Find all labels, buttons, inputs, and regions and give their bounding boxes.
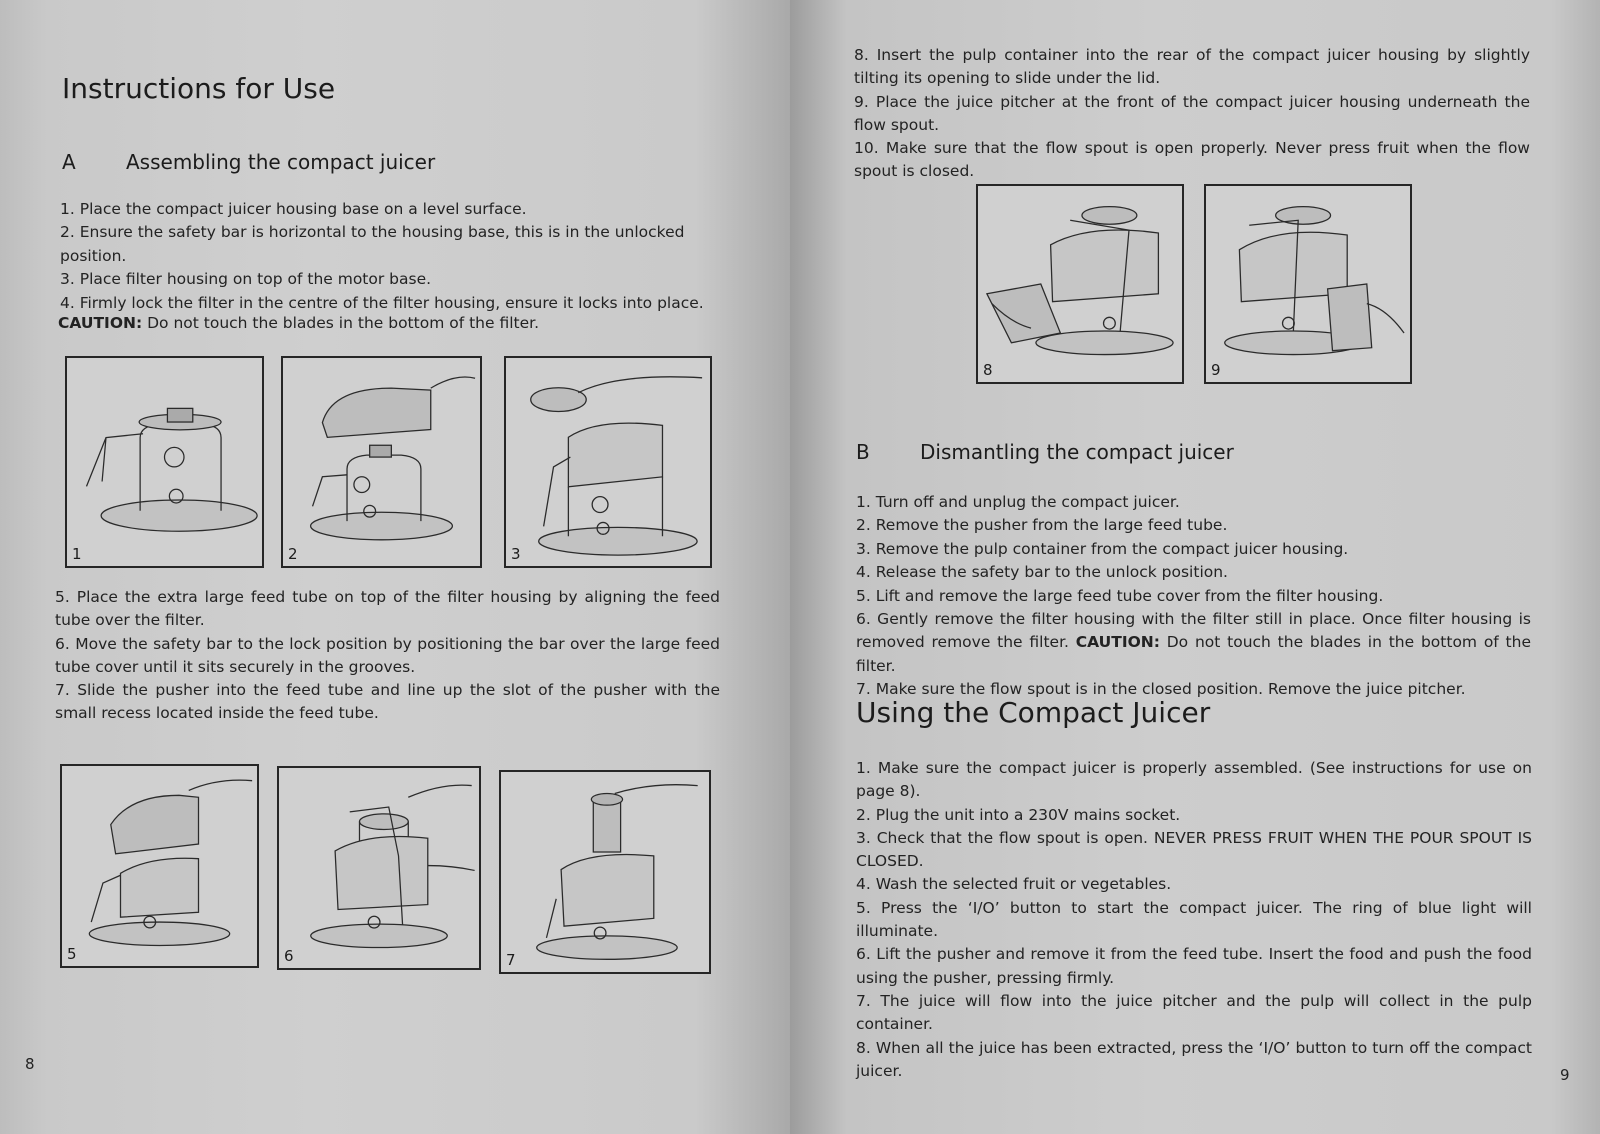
pusher-illustration bbox=[501, 772, 709, 972]
list-item: 2. Remove the pusher from the large feed tube. bbox=[856, 516, 1228, 535]
list-item: 9. Place the juice pitcher at the front of the compact juicer housing underneath the flow spout. bbox=[854, 92, 1530, 134]
figure-number: 8 bbox=[983, 361, 993, 379]
dismantle-steps-1-5 bbox=[856, 491, 1531, 608]
filter-insert-illustration bbox=[506, 358, 710, 566]
list-item: 5. Press the ‘I/O’ button to start the compact juicer. The ring of blue light will illuminate. bbox=[856, 898, 1532, 941]
list-item: 1. Place the compact juicer housing base on a level surface. bbox=[60, 200, 527, 218]
filter-housing-illustration bbox=[283, 358, 480, 566]
list-item: 8. Insert the pulp container into the rear of the compact juicer housing by slightly tilting its opening to slide under the lid. bbox=[854, 46, 1530, 88]
caution-label: CAUTION: bbox=[1075, 633, 1160, 652]
figure-number: 5 bbox=[67, 945, 77, 963]
figure-2 bbox=[281, 356, 482, 568]
list-item: 10. Make sure that the flow spout is open properly. Never press fruit when the flow spout is closed. bbox=[854, 139, 1530, 181]
caution-text: Do not touch the blades in the bottom of the filter. bbox=[856, 633, 1531, 675]
list-item: 1. Turn off and unplug the compact juicer. bbox=[856, 493, 1180, 511]
dismantle-steps bbox=[856, 491, 1531, 701]
feed-tube-illustration bbox=[62, 766, 257, 966]
list-item: 4. Release the safety bar to the unlock position. bbox=[856, 563, 1228, 582]
caution-label: CAUTION: bbox=[58, 314, 143, 332]
figure-number: 3 bbox=[511, 545, 521, 563]
caution-text: Do not touch the blades in the bottom of the filter. bbox=[147, 314, 540, 332]
assembly-steps-5-7 bbox=[55, 586, 720, 726]
list-item: 4. Wash the selected fruit or vegetables. bbox=[856, 875, 1172, 894]
figure-number: 9 bbox=[1211, 361, 1221, 379]
list-item: 1. Make sure the compact juicer is properly assembled. (See instructions for use on page 8). bbox=[856, 759, 1532, 801]
figure-number: 7 bbox=[506, 951, 516, 969]
step-text: 6. Gently remove the filter housing with the filter still in place. Once filter housing is removed remove the filter. bbox=[856, 610, 1531, 652]
left-page bbox=[0, 0, 790, 1134]
figure-number: 2 bbox=[288, 545, 298, 563]
juicer-base-illustration bbox=[67, 358, 262, 566]
section-title: Assembling the compact juicer bbox=[126, 150, 436, 174]
figure-number: 1 bbox=[72, 545, 82, 563]
caution-note bbox=[58, 312, 539, 335]
list-item: 3. Place filter housing on top of the motor base. bbox=[60, 270, 432, 289]
list-item: 7. Slide the pusher into the feed tube and line up the slot of the pusher with the small recess located inside the feed tube. bbox=[55, 681, 720, 723]
page-title: Instructions for Use bbox=[62, 72, 336, 105]
juice-pitcher-illustration bbox=[1206, 186, 1410, 382]
figure-1 bbox=[65, 356, 264, 568]
page-number: 8 bbox=[25, 1055, 35, 1073]
section-letter: B bbox=[856, 440, 870, 464]
figure-5 bbox=[60, 764, 259, 968]
figure-7 bbox=[499, 770, 711, 974]
figure-9 bbox=[1204, 184, 1412, 384]
list-item: 7. The juice will flow into the juice pitcher and the pulp will collect in the pulp container. bbox=[856, 991, 1532, 1034]
assembly-steps-1-4 bbox=[60, 198, 730, 315]
section-letter: A bbox=[62, 150, 76, 174]
section-b-heading bbox=[856, 440, 1234, 464]
list-item: 8. When all the juice has been extracted, press the ‘I/O’ button to turn off the compact juicer. bbox=[856, 1038, 1532, 1080]
safety-bar-illustration bbox=[279, 768, 479, 968]
figure-6 bbox=[277, 766, 481, 970]
using-steps bbox=[856, 757, 1532, 1083]
list-item: 5. Place the extra large feed tube on top of the filter housing by aligning the feed tube over the filter. bbox=[55, 588, 720, 630]
section-title: Dismantling the compact juicer bbox=[920, 440, 1234, 464]
list-item: 6. Move the safety bar to the lock position by positioning the bar over the large feed tube cover until it sits securely in the grooves. bbox=[55, 634, 720, 676]
figure-3 bbox=[504, 356, 712, 568]
list-item: 2. Plug the unit into a 230V mains socket. bbox=[856, 805, 1181, 824]
list-item: 6. Lift the pusher and remove it from the feed tube. Insert the food and push the food using the pusher, pressing firmly. bbox=[856, 945, 1532, 987]
page-number: 9 bbox=[1560, 1066, 1570, 1084]
assembly-steps-8-10 bbox=[854, 44, 1530, 184]
list-item: 3. Check that the flow spout is open. NEVER PRESS FRUIT WHEN THE POUR SPOUT IS CLOSED. bbox=[856, 828, 1532, 871]
right-page bbox=[790, 0, 1600, 1134]
figure-number: 6 bbox=[284, 947, 294, 965]
pulp-container-illustration bbox=[978, 186, 1182, 382]
list-item: 3. Remove the pulp container from the compact juicer housing. bbox=[856, 539, 1349, 558]
list-item: 4. Firmly lock the filter in the centre of the filter housing, ensure it locks into place. bbox=[60, 293, 704, 312]
using-heading: Using the Compact Juicer bbox=[856, 696, 1211, 729]
list-item: 2. Ensure the safety bar is horizontal to the housing base, this is in the unlocked position. bbox=[60, 223, 685, 265]
list-item: 7. Make sure the flow spout is in the closed position. Remove the juice pitcher. bbox=[856, 679, 1466, 698]
figure-8 bbox=[976, 184, 1184, 384]
list-item bbox=[856, 608, 1531, 678]
list-item: 5. Lift and remove the large feed tube cover from the filter housing. bbox=[856, 586, 1384, 605]
section-a-heading bbox=[62, 150, 435, 174]
